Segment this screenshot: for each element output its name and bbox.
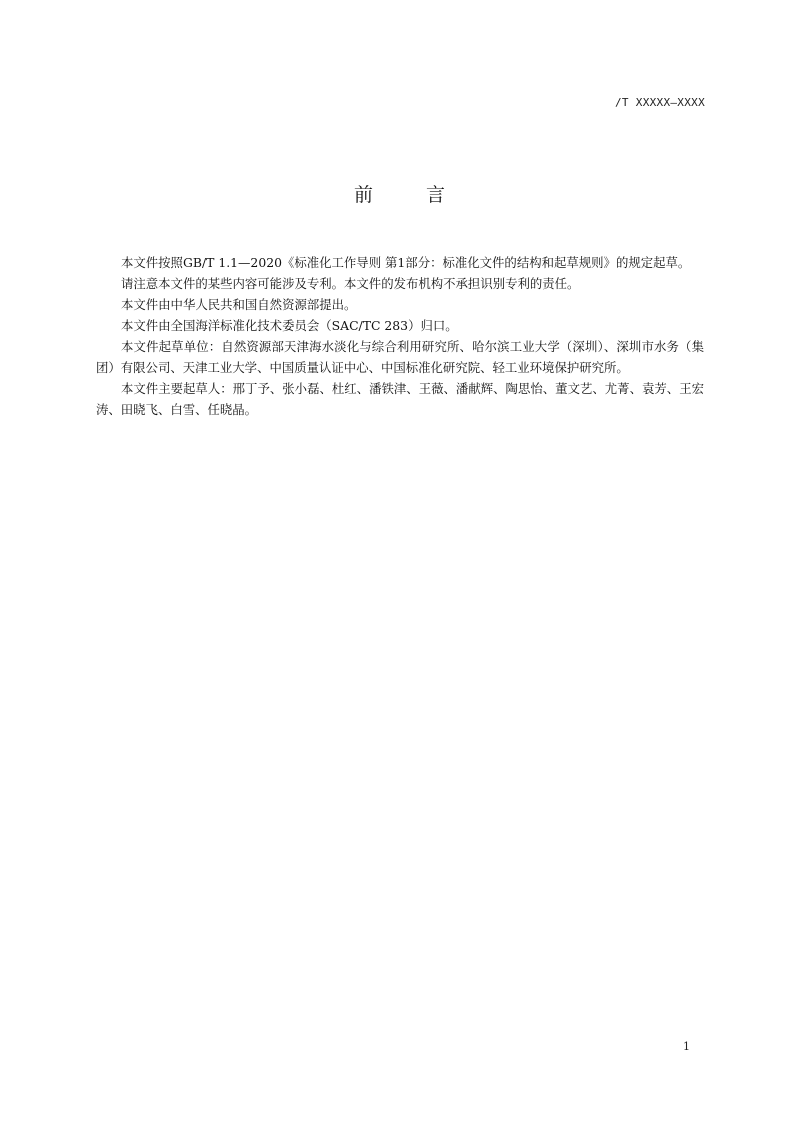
paragraph-centralized-by: 本文件由全国海洋标准化技术委员会（SAC/TC 283）归口。 <box>121 318 458 333</box>
title-char-2: 言 <box>426 184 447 206</box>
paragraph-patent-notice: 请注意本文件的某些内容可能涉及专利。本文件的发布机构不承担识别专利的责任。 <box>121 276 580 291</box>
page-number: 1 <box>683 1040 690 1053</box>
paragraph-proposed-by: 本文件由中华人民共和国自然资源部提出。 <box>121 297 357 312</box>
paragraph-drafters: 本文件主要起草人：邢丁予、张小磊、杜红、潘铁津、王薇、潘献辉、陶思怡、董文艺、尤菁、袁芳、王宏涛、田晓飞、白雪、任晓晶。 <box>96 381 704 417</box>
paragraph-drafting-units: 本文件起草单位：自然资源部天津海水淡化与综合利用研究所、哈尔滨工业大学（深圳）、深圳市水务（集团）有限公司、天津工业大学、中国质量认证中心、中国标准化研究院、轻工业环境保护研究所。 <box>96 339 704 375</box>
foreword-body <box>96 252 704 420</box>
page-title <box>0 180 800 207</box>
title-char-1: 前 <box>353 184 374 206</box>
document-code: /T XXXXX—XXXX <box>615 96 705 109</box>
paragraph-drafting-rules: 本文件按照GB/T 1.1—2020《标准化工作导则 第1部分：标准化文件的结构和起草规则》的规定起草。 <box>121 255 691 270</box>
